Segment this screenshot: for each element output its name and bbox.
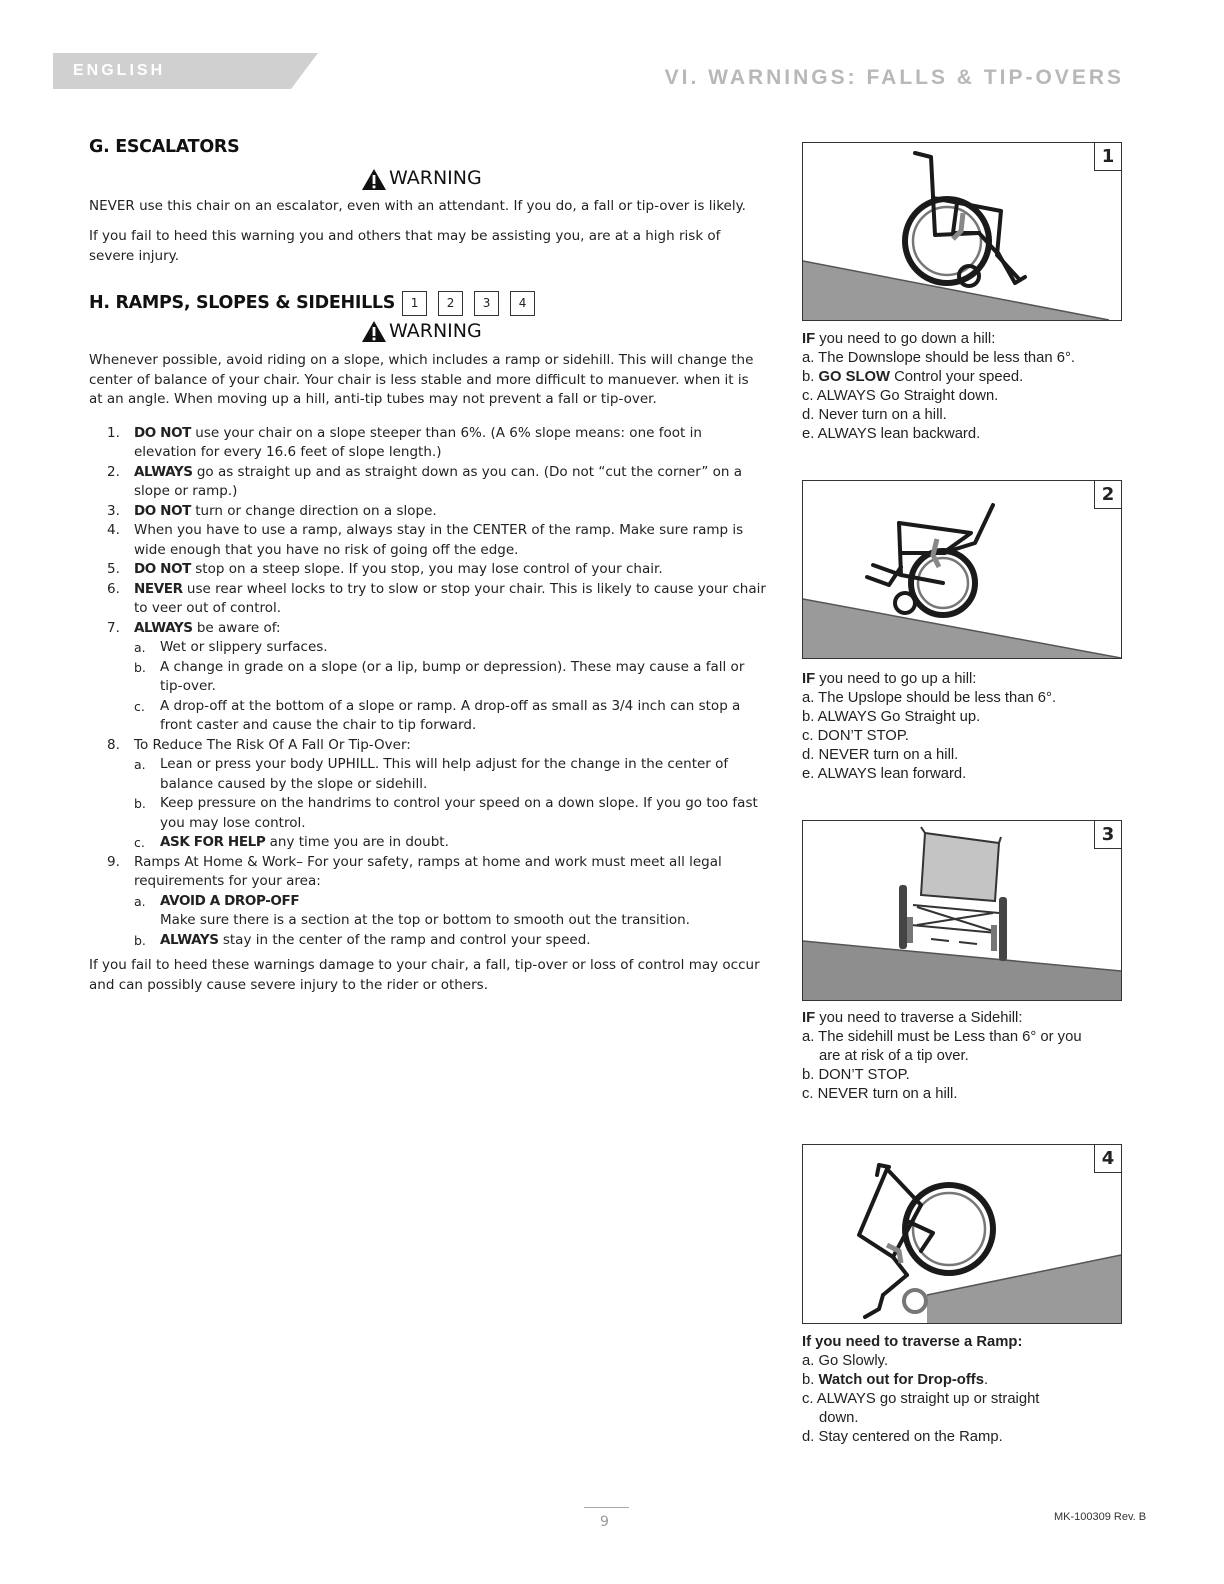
ramps-heading: H. RAMPS, SLOPES & SIDEHILLS: [89, 292, 396, 313]
figure-4-block: [802, 1144, 1124, 1447]
figure-ref-2: 2: [438, 291, 463, 316]
list-item: 4. When you have to use a ramp, always stay in the CENTER of the ramp. Make sure ramp is wide enough that you have no risk of going off the edge.: [107, 522, 744, 558]
ramps-heading-row: [89, 291, 766, 316]
page-number: 9: [600, 1514, 609, 1530]
figure-1-illustration: [802, 142, 1122, 321]
ramps-rules-list: [89, 424, 766, 951]
figure-ref-1: 1: [402, 291, 427, 316]
list-item: 6. NEVER use rear wheel locks to try to slow or stop your chair. This is likely to cause your chair to veer out of control.: [107, 580, 766, 616]
figure-2-block: [802, 480, 1124, 784]
sub-list-item: a. Wet or slippery surfaces.: [134, 639, 328, 655]
figure-2-illustration: [802, 480, 1122, 659]
sub-list: [134, 892, 766, 951]
list-item: 1. DO NOT use your chair on a slope steeper than 6%. (A 6% slope means: one foot in elevation for every 16.6 feet of slope length.): [107, 424, 702, 460]
sub-list-item: c. ASK FOR HELP any time you are in doubt.: [134, 834, 449, 850]
figure-3-block: [802, 820, 1124, 1104]
document-code: MK-100309 Rev. B: [1054, 1511, 1147, 1523]
ramps-warning: [361, 320, 766, 343]
figure-3-illustration: [802, 820, 1122, 1001]
warning-label: WARNING: [389, 319, 482, 342]
sub-list-item: c. A drop-off at the bottom of a slope or ramp. A drop-off as small as 3/4 inch can stop a front caster and cause the chair to tip forward.: [134, 697, 741, 733]
language-tab: [53, 53, 318, 89]
sub-list-item: b. A change in grade on a slope (or a lip, bump or depression). These may cause a fall or tip-over.: [134, 658, 745, 694]
sub-list-item: a. Lean or press your body UPHILL. This will help adjust for the change in the center of balance caused by the slope or sidehill.: [134, 756, 729, 792]
sub-list-item: b. Keep pressure on the handrims to control your speed on a down slope. If you go too fast you may lose control.: [134, 795, 758, 831]
escalators-paragraph-2: If you fail to heed this warning you and others that may be assisting you, are at a high risk of severe injury.: [89, 228, 721, 264]
warning-triangle-icon: [361, 168, 387, 191]
warning-triangle-icon: [361, 320, 387, 343]
list-item: 7. ALWAYS be aware of: a. Wet or slippery surfaces. b. A change in grade on a slope (or a lip, bump or depression). These may cause a fall or tip-over. c. A drop-off at the bottom of a slope or ramp. A drop-off as small as 3/4 inch can stop a front caster and cause the chair to tip forward.: [89, 619, 766, 736]
figure-4-caption: If you need to traverse a Ramp: a. Go Slowly. b. Watch out for Drop-offs. c. ALWAYS go straight up or straight down. d. Stay centered on the Ramp.: [802, 1334, 1040, 1445]
escalators-heading: G. ESCALATORS: [89, 137, 240, 157]
language-label: ENGLISH: [73, 62, 166, 79]
section-title: VI. WARNINGS: FALLS & TIP-OVERS: [664, 66, 1124, 89]
figure-ref-3: 3: [474, 291, 499, 316]
list-item: 2. ALWAYS go as straight up and as straight down as you can. (Do not “cut the corner” on a slope or ramp.): [107, 463, 742, 499]
sub-list: [134, 755, 766, 853]
figure-number: 2: [1094, 481, 1121, 509]
list-item: 3. DO NOT turn or change direction on a slope.: [107, 502, 437, 519]
figure-ref-4: 4: [510, 291, 535, 316]
figure-3-caption: IF you need to traverse a Sidehill: a. The sidehill must be Less than 6° or you are at risk of a tip over. b. DON’T STOP. c. NEVER turn on a hill.: [802, 1010, 1082, 1102]
escalators-warning: [361, 168, 766, 191]
sub-list-item: b. ALWAYS stay in the center of the ramp and control your speed.: [134, 931, 591, 948]
warning-label: WARNING: [389, 167, 482, 190]
ramps-closing: If you fail to heed these warnings damage to your chair, a fall, tip-over or loss of control may occur and can possibly cause severe injury to the rider or others.: [89, 957, 760, 993]
sub-list-item: a. AVOID A DROP-OFF Make sure there is a section at the top or bottom to smooth out the transition.: [134, 892, 690, 928]
figure-number: 4: [1094, 1145, 1121, 1173]
list-item: 5. DO NOT stop on a steep slope. If you stop, you may lose control of your chair.: [107, 561, 663, 577]
figure-number: 1: [1094, 143, 1121, 171]
list-item: 9. Ramps At Home & Work– For your safety, ramps at home and work must meet all legal requirements for your area: a. AVOID A DROP-OFF Make sure there is a section at the top or bottom to smooth out the transition. b. ALWAYS stay in the center of the ramp and control your speed.: [89, 853, 766, 951]
figure-4-illustration: [802, 1144, 1122, 1324]
main-text-column: [89, 138, 766, 1006]
list-item: 8. To Reduce The Risk Of A Fall Or Tip-Over: a. Lean or press your body UPHILL. This will help adjust for the change in the center of balance caused by the slope or sidehill. b. Keep pressure on the handrims to control your speed on a down slope. If you go too fast you may lose control. c. ASK FOR HELP any time you are in doubt.: [89, 736, 766, 853]
figure-1-block: [802, 142, 1124, 444]
footer-divider: [584, 1507, 629, 1508]
sub-list: [134, 638, 766, 736]
escalators-paragraph-1: NEVER use this chair on an escalator, even with an attendant. If you do, a fall or tip-over is likely.: [89, 197, 746, 214]
ramps-intro: Whenever possible, avoid riding on a slope, which includes a ramp or sidehill. This will change the center of balance of your chair. Your chair is less stable and more difficult to manuever. when it is at an angle. When moving up a hill, anti-tip tubes may not prevent a fall or tip-over.: [89, 352, 754, 407]
figure-2-caption: IF you need to go up a hill: a. The Upslope should be less than 6°. b. ALWAYS Go Straight up. c. DON’T STOP. d. NEVER turn on a hill. e. ALWAYS lean forward.: [802, 671, 1057, 782]
figure-1-caption: IF you need to go down a hill: a. The Downslope should be less than 6°. b. GO SLOW Control your speed. c. ALWAYS Go Straight down. d. Never turn on a hill. e. ALWAYS lean backward.: [802, 331, 1075, 442]
figure-number: 3: [1094, 821, 1121, 849]
